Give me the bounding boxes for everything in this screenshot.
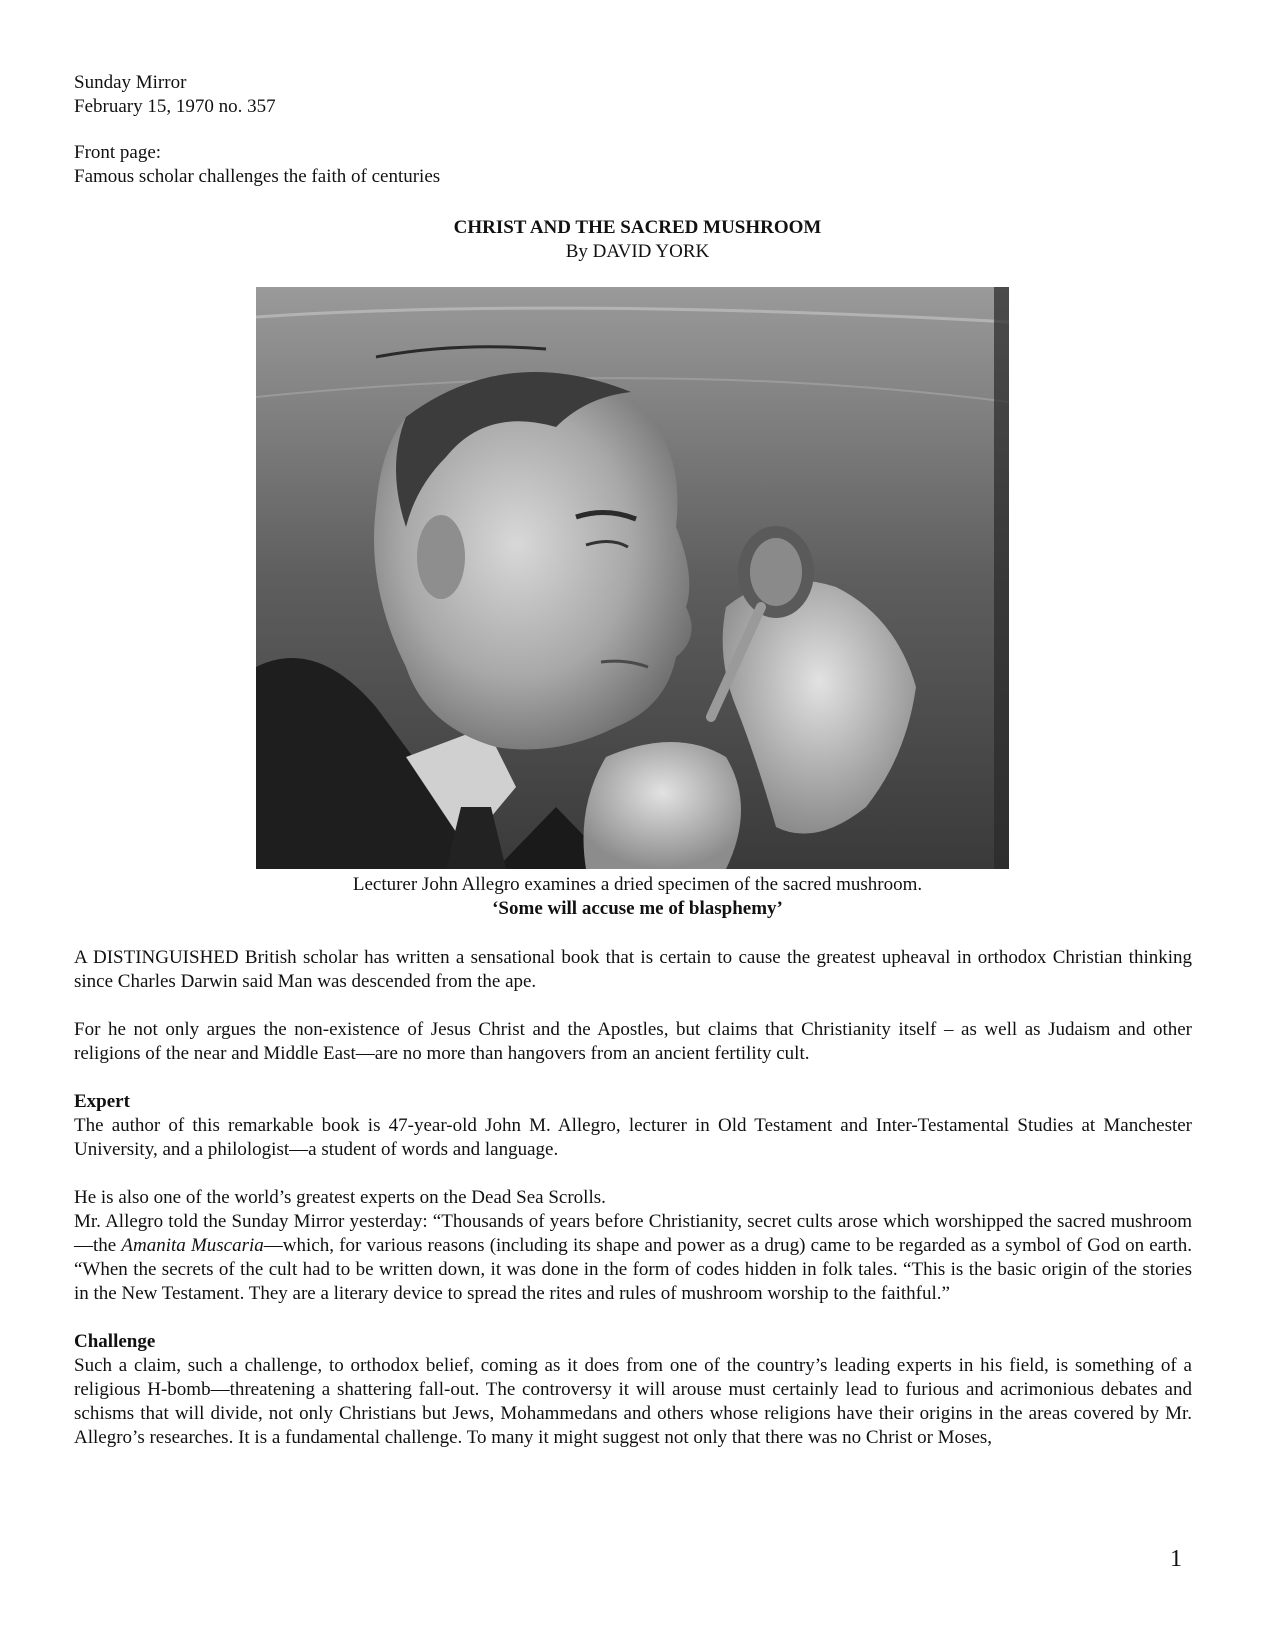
front-page-label: Front page:: [74, 142, 162, 163]
paragraph-5-part-a: Mr. Allegro told the Sunday Mirror yesterday: “Thousands of years before Christianity, secret cults arose which worshipped the sacred mushroom—the: [74, 1211, 1192, 1256]
subheading-challenge: Challenge: [74, 1331, 156, 1352]
photo-caption: Lecturer John Allegro examines a dried specimen of the sacred mushroom.: [352, 874, 923, 895]
date-issue: February 15, 1970 no. 357: [74, 96, 276, 117]
paragraph-5: [74, 1210, 1192, 1306]
article-photo: [256, 287, 1009, 869]
article-byline: By DAVID YORK: [565, 241, 710, 262]
subheading-expert: Expert: [74, 1091, 130, 1112]
paragraph-1: A DISTINGUISHED British scholar has written a sensational book that is certain to cause the greatest upheaval in orthodox Christian thinking since Charles Darwin said Man was descended from the ape.: [74, 947, 1192, 992]
front-page-tagline: Famous scholar challenges the faith of centuries: [74, 166, 441, 187]
publication-name: Sunday Mirror: [74, 72, 187, 93]
pull-quote: ‘Some will accuse me of blasphemy’: [492, 898, 783, 919]
paragraph-5-part-b: —which, for various reasons (including its shape and power as a drug) came to be regarded as a symbol of God on earth. “When the secrets of the cult had to be written down, it was done in the form of codes hidden in folk tales. “This is the basic origin of the stories in the New Testament. They are a literary device to spread the rites and rules of mushroom worship to the faithful.”: [74, 1235, 1193, 1304]
header-block: [74, 71, 674, 189]
page-number: 1: [1170, 1546, 1182, 1572]
article-title: CHRIST AND THE SACRED MUSHROOM: [453, 217, 822, 238]
paragraph-2: For he not only argues the non-existence of Jesus Christ and the Apostles, but claims that Christianity itself – as well as Judaism and other religions of the near and Middle East—are no more than hangovers from an ancient fertility cult.: [74, 1019, 1192, 1064]
article-body: [74, 946, 1192, 1450]
species-name: Amanita Muscaria: [121, 1235, 264, 1256]
paragraph-4: He is also one of the world’s greatest experts on the Dead Sea Scrolls.: [74, 1187, 606, 1208]
paragraph-6: Such a claim, such a challenge, to orthodox belief, coming as it does from one of the country’s leading experts in his field, is something of a religious H-bomb—threatening a shattering fall-out. The controversy it will arouse must certainly lead to furious and acrimonious debates and schisms that will divide, not only Christians but Jews, Mohammedans and others whose religions have their origins in the areas covered by Mr. Allegro’s researches. It is a fundamental challenge. To many it might suggest not only that there was no Christ or Moses,: [74, 1355, 1192, 1448]
paragraph-3: The author of this remarkable book is 47-year-old John M. Allegro, lecturer in Old Testament and Inter-Testamental Studies at Manchester University, and a philologist—a student of words and language.: [74, 1115, 1192, 1160]
